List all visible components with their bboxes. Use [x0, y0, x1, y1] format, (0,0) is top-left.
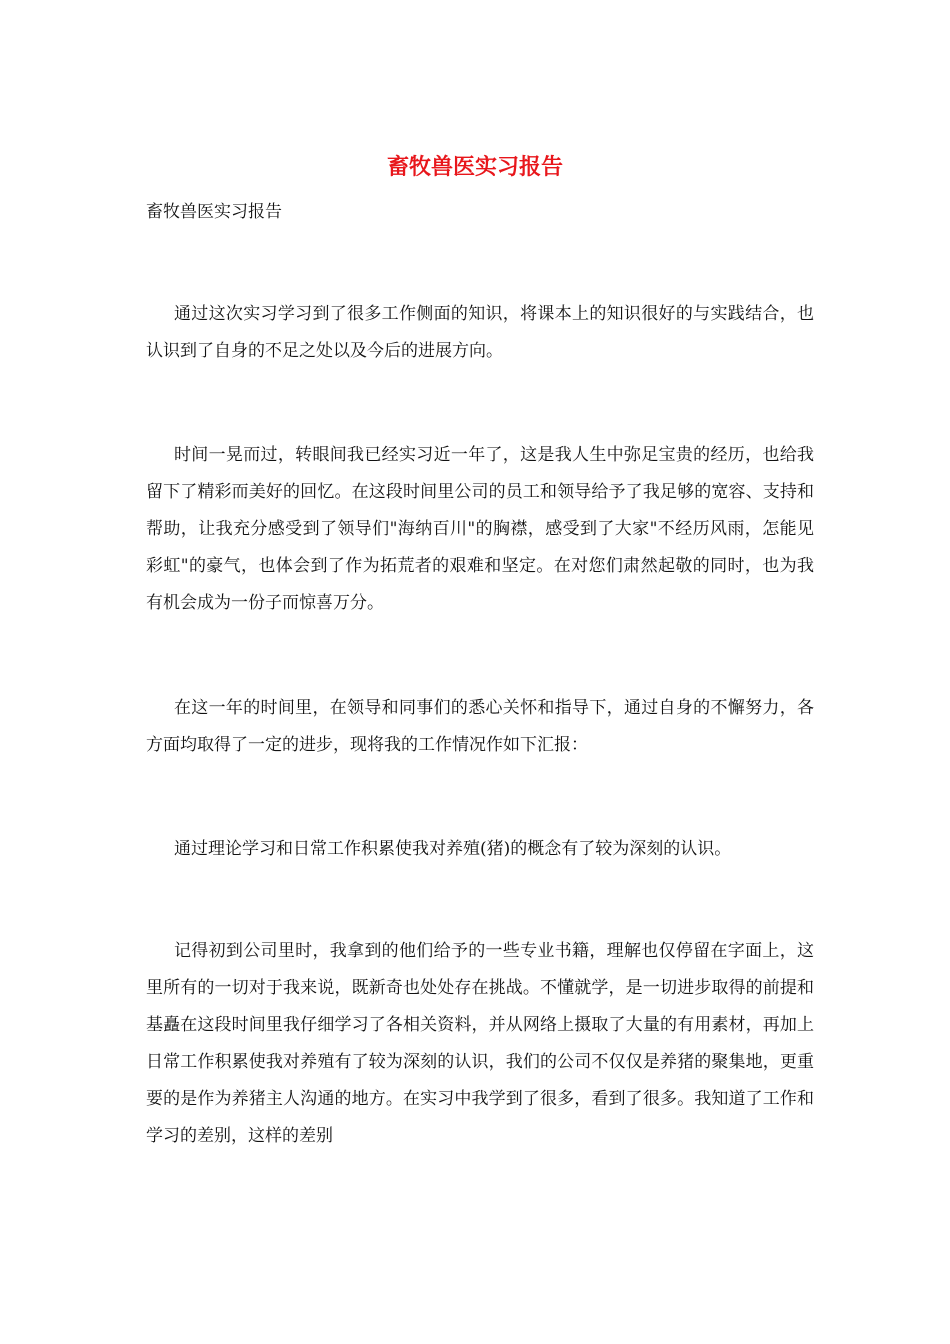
paragraph-2: 时间一晃而过，转眼间我已经实习近一年了，这是我人生中弥足宝贵的经历，也给我留下了精彩而美好的回忆。在这段时间里公司的员工和领导给予了我足够的宽容、支持和帮助，让我充分感受到了领导们"海纳百川"的胸襟，感受到了大家"不经历风雨，怎能见彩虹"的豪气，也体会到了作为拓荒者的艰难和坚定。在对您们肃然起敬的同时，也为我有机会成为一份子而惊喜万分。 — [146, 445, 814, 613]
document-title: 畜牧兽医实习报告 — [386, 154, 563, 180]
paragraph-3: 在这一年的时间里，在领导和同事们的悉心关怀和指导下，通过自身的不懈努力，各方面均取得了一定的进步，现将我的工作情况作如下汇报： — [146, 698, 814, 755]
paragraph-1: 通过这次实习学习到了很多工作侧面的知识，将课本上的知识很好的与实践结合，也认识到了自身的不足之处以及今后的进展方向。 — [146, 304, 814, 361]
paragraph-5: 记得初到公司里时，我拿到的他们给予的一些专业书籍，理解也仅停留在字面上，这里所有的一切对于我来说，既新奇也处处存在挑战。不懂就学，是一切进步取得的前提和基矗在这段时间里我仔细学习了各相关资料，并从网络上摄取了大量的有用素材，再加上日常工作积累使我对养殖有了较为深刻的认识，我们的公司不仅仅是养猪的聚集地，更重要的是作为养猪主人沟通的地方。在实习中我学到了很多，看到了很多。我知道了工作和学习的差别，这样的差别 — [146, 941, 814, 1146]
paragraph-4: 通过理论学习和日常工作积累使我对养殖(猪)的概念有了较为深刻的认识。 — [174, 839, 732, 859]
document-subtitle: 畜牧兽医实习报告 — [146, 202, 282, 222]
